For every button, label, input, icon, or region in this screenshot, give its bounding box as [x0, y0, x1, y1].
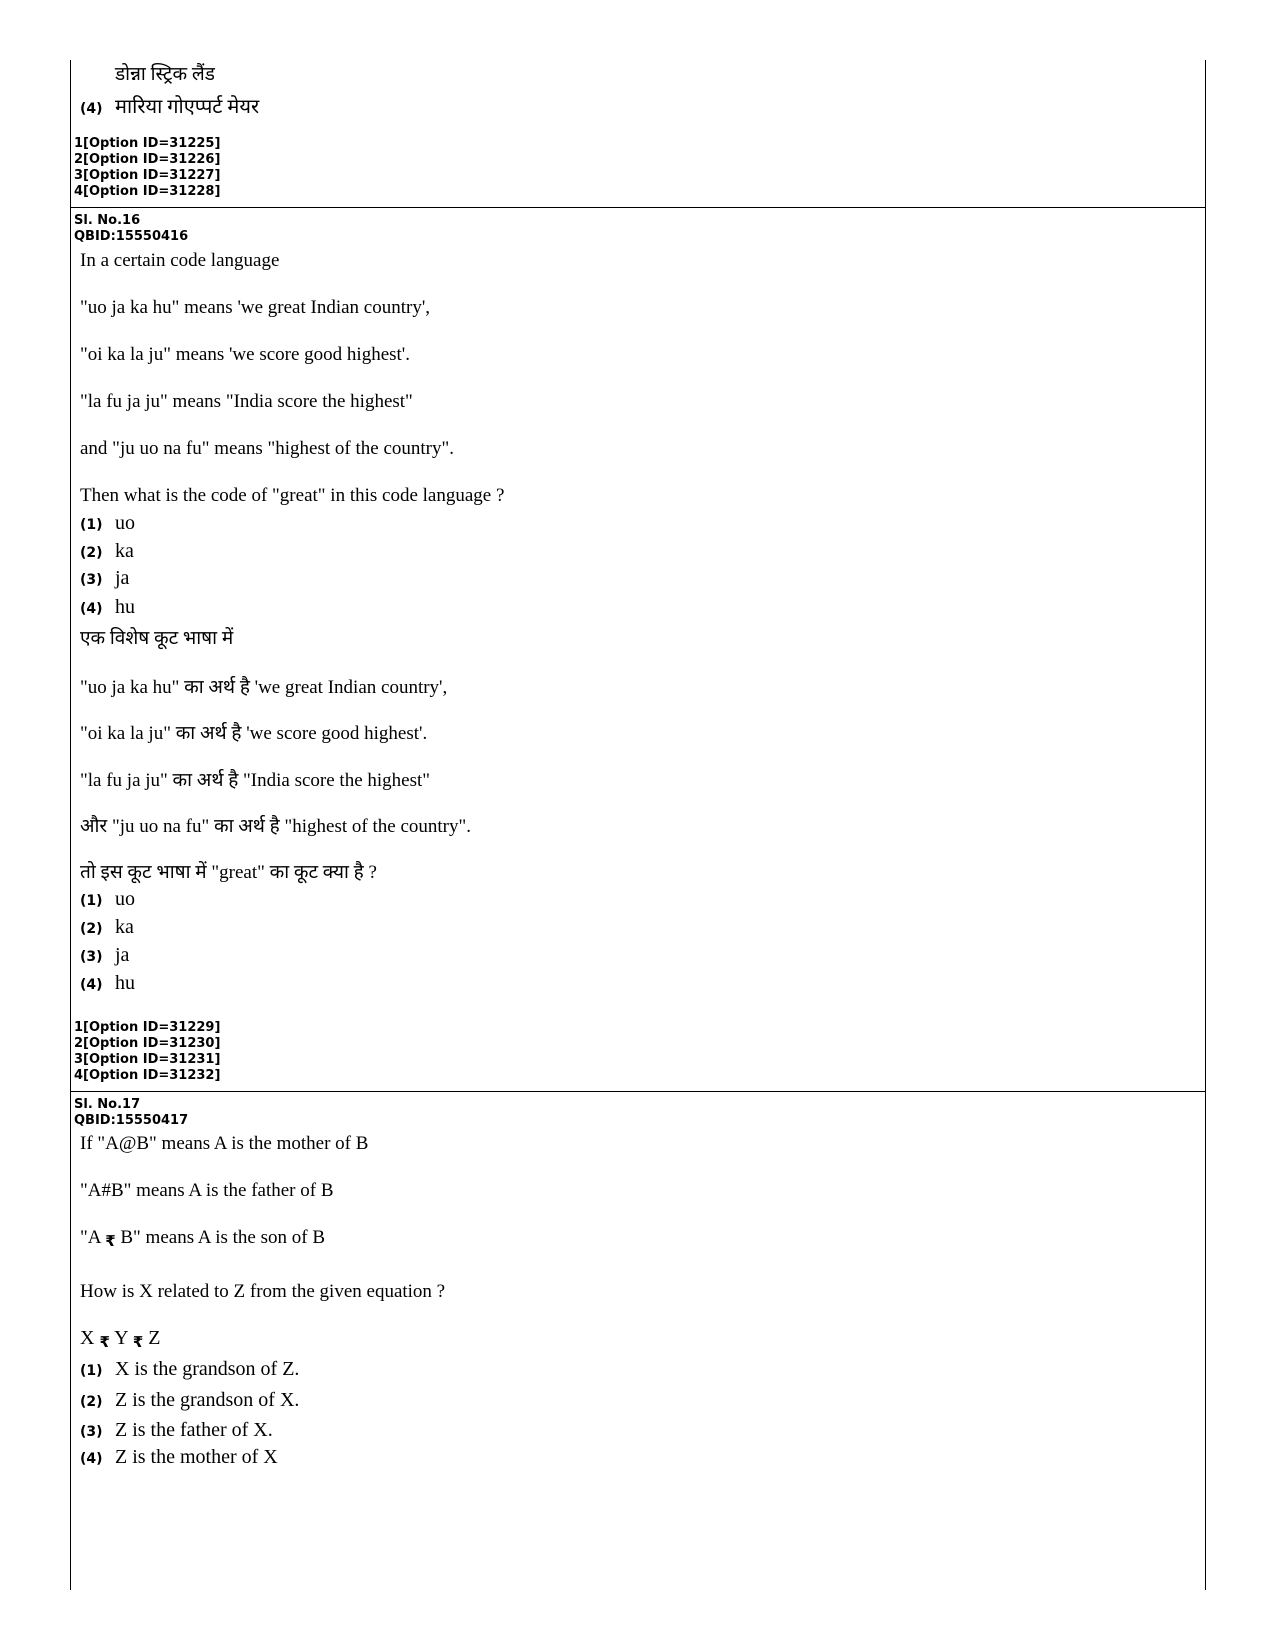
qbid: QBID:15550416: [74, 229, 189, 244]
option-id: 3[Option ID=31231]: [74, 1052, 221, 1067]
q16-hi-option-3: (3) ja: [80, 944, 130, 966]
q15-option-ids: [74, 136, 220, 200]
q16-header: [74, 213, 188, 245]
q16-hi-line: एक विशेष कूट भाषा में: [80, 628, 234, 649]
q17-option-1: (1) X is the grandson of Z.: [80, 1358, 300, 1380]
rupee-symbol: ₹: [99, 1333, 110, 1351]
q16-en-line: "uo ja ka hu" means 'we great Indian country',: [80, 297, 430, 318]
q17-option-2: (2) Z is the grandson of X.: [80, 1389, 300, 1411]
q16-option-ids: [74, 1020, 220, 1084]
option-id: 2[Option ID=31230]: [74, 1036, 221, 1051]
option-id: 1[Option ID=31229]: [74, 1020, 221, 1035]
option-id: 1[Option ID=31225]: [74, 136, 221, 151]
qbid: QBID:15550417: [74, 1113, 189, 1128]
q16-en-line: Then what is the code of "great" in this code language ?: [80, 485, 505, 506]
q17-option-4: (4) Z is the mother of X: [80, 1446, 278, 1468]
q17-header: [74, 1097, 188, 1129]
q15-option-4: (4) मारिया गोएप्पर्ट मेयर: [80, 96, 260, 118]
q16-hi-line: और "ju uo na fu" का अर्थ है "highest of the country".: [80, 816, 471, 837]
q17-equation: X ₹ Y ₹ Z: [80, 1327, 161, 1351]
q16-en-line: "la fu ja ju" means "India score the highest": [80, 391, 413, 412]
q17-line: "A#B" means A is the father of B: [80, 1180, 334, 1201]
rupee-symbol: ₹: [105, 1232, 116, 1250]
option-id: 4[Option ID=31232]: [74, 1068, 221, 1083]
q16-hi-option-1: (1) uo: [80, 888, 135, 910]
serial-number: Sl. No.16: [74, 213, 141, 228]
q16-hi-option-2: (2) ka: [80, 916, 134, 938]
q17-option-3: (3) Z is the father of X.: [80, 1419, 273, 1441]
q16-en-option-3: (3) ja: [80, 567, 130, 589]
rupee-symbol: ₹: [132, 1333, 144, 1351]
q15-option3-text-tail: डोन्ना स्ट्रिक लैंड: [115, 64, 215, 85]
option-id: 2[Option ID=31226]: [74, 152, 221, 167]
q16-hi-line: "uo ja ka hu" का अर्थ है 'we great Indian country',: [80, 677, 448, 698]
q16-hi-option-4: (4) hu: [80, 972, 135, 994]
q17-line: "A ₹ B" means A is the son of B: [80, 1227, 325, 1250]
q16-en-line: "oi ka la ju" means 'we score good highest'.: [80, 344, 410, 365]
q16-hi-line: "oi ka la ju" का अर्थ है 'we score good highest'.: [80, 723, 428, 744]
serial-number: Sl. No.17: [74, 1097, 141, 1112]
option-id: 4[Option ID=31228]: [74, 184, 221, 199]
q16-en-option-2: (2) ka: [80, 540, 134, 562]
q16-hi-line: तो इस कूट भाषा में "great" का कूट क्या है ?: [80, 862, 377, 883]
option-id: 3[Option ID=31227]: [74, 168, 221, 183]
q17-line: If "A@B" means A is the mother of B: [80, 1133, 369, 1154]
q16-en-option-1: (1) uo: [80, 512, 135, 534]
divider: [70, 1091, 1205, 1092]
q17-line: How is X related to Z from the given equation ?: [80, 1281, 446, 1302]
q16-en-line: In a certain code language: [80, 250, 280, 271]
q16-hi-line: "la fu ja ju" का अर्थ है "India score the highest": [80, 770, 431, 791]
divider: [70, 207, 1205, 208]
q16-en-line: and "ju uo na fu" means "highest of the country".: [80, 438, 454, 459]
q16-en-option-4: (4) hu: [80, 596, 135, 618]
